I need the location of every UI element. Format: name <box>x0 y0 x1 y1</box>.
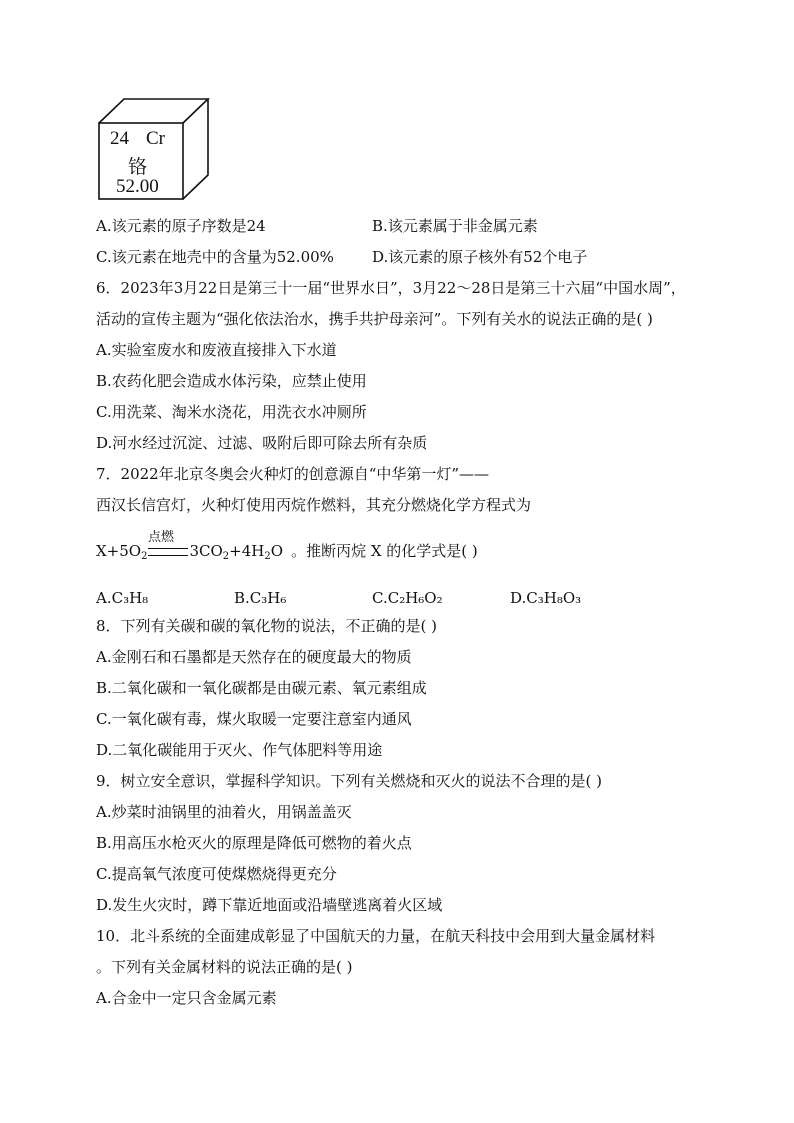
equals-sign <box>148 548 188 556</box>
q5-option-b: B.该元素属于非金属元素 <box>372 217 538 235</box>
q8-option-c: C.一氧化碳有毒，煤火取暖一定要注意室内通风 <box>96 710 412 728</box>
equation-product-co2: 3CO <box>189 542 223 560</box>
q7-option-d: D.C₃H₈O₃ <box>510 589 582 607</box>
element-atomic-number: 24 <box>110 128 129 149</box>
q7-stem-line2: 西汉长信宫灯，火种灯使用丙烷作燃料，其充分燃烧化学方程式为 <box>96 496 532 514</box>
q8-option-a: A.金刚石和石墨都是天然存在的硬度最大的物质 <box>96 648 412 666</box>
subscript: 2 <box>141 551 148 562</box>
q10-stem-line1: 10．北斗系统的全面建成彰显了中国航天的力量，在航天科技中会用到大量金属材料 <box>96 927 656 945</box>
element-name: 铬 <box>128 157 148 178</box>
q6-option-c: C.用洗菜、淘米水浇花，用洗衣水冲厕所 <box>96 403 367 421</box>
element-atomic-mass: 52.00 <box>116 176 159 197</box>
reaction-condition: 点燃 <box>148 530 175 545</box>
element-symbol: Cr <box>146 128 165 149</box>
equation-product-h2o: +4H <box>229 542 265 560</box>
q6-option-b: B.农药化肥会造成水体污染，应禁止使用 <box>96 372 367 390</box>
q6-option-d: D.河水经过沉淀、过滤、吸附后即可除去所有杂质 <box>96 434 428 452</box>
subscript: 2 <box>222 551 230 562</box>
q8-option-b: B.二氧化碳和一氧化碳都是由碳元素、氧元素组成 <box>96 679 427 697</box>
q7-stem-line1: 7．2022年北京冬奥会火种灯的创意源自“中华第一灯”—— <box>96 465 490 483</box>
q7-option-b: B.C₃H₆ <box>234 589 287 607</box>
q9-option-a: A.炒菜时油锅里的油着火，用锅盖盖灭 <box>96 803 352 821</box>
q6-stem-line2: 活动的宣传主题为“强化依法治水，携手共护母亲河”。下列有关水的说法正确的是( ) <box>96 310 653 328</box>
q9-stem: 9．树立安全意识，掌握科学知识。下列有关燃烧和灭火的说法不合理的是( ) <box>96 772 603 790</box>
q10-stem-line2: 。下列有关金属材料的说法正确的是( ) <box>96 958 353 976</box>
q7-equation <box>96 526 516 566</box>
q8-stem: 8．下列有关碳和碳的氧化物的说法，不正确的是( ) <box>96 617 438 635</box>
q5-option-c: C.该元素在地壳中的含量为52.00% <box>96 248 334 266</box>
q6-stem-line1: 6．2023年3月22日是第三十一届“世界水日”，3月22～28日是第三十六届“中国水周”， <box>96 279 686 297</box>
q7-option-c: C.C₂H₆O₂ <box>372 589 443 607</box>
element-card <box>98 97 210 201</box>
q9-option-b: B.用高压水枪灭火的原理是降低可燃物的着火点 <box>96 834 412 852</box>
q9-option-c: C.提高氧气浓度可使煤燃烧得更充分 <box>96 865 337 883</box>
equation-reactants: X+5O <box>96 542 142 560</box>
subscript: 2 <box>264 551 271 562</box>
q10-option-a: A.合金中一定只含金属元素 <box>96 989 277 1007</box>
q9-option-d: D.发生火灾时，蹲下靠近地面或沿墙壁逃离着火区域 <box>96 896 443 914</box>
q8-option-d: D.二氧化碳能用于灭火、作气体肥料等用途 <box>96 741 383 759</box>
q5-option-a: A.该元素的原子序数是24 <box>96 217 266 235</box>
equation-product-o: O <box>270 542 284 560</box>
q6-option-a: A.实验室废水和废液直接排入下水道 <box>96 341 337 359</box>
equation-text <box>96 541 478 561</box>
q7-question-suffix: 。推断丙烷 X 的化学式是( ) <box>291 542 478 560</box>
q7-option-a: A.C₃H₈ <box>96 589 149 607</box>
q5-option-d: D.该元素的原子核外有52个电子 <box>372 248 588 266</box>
